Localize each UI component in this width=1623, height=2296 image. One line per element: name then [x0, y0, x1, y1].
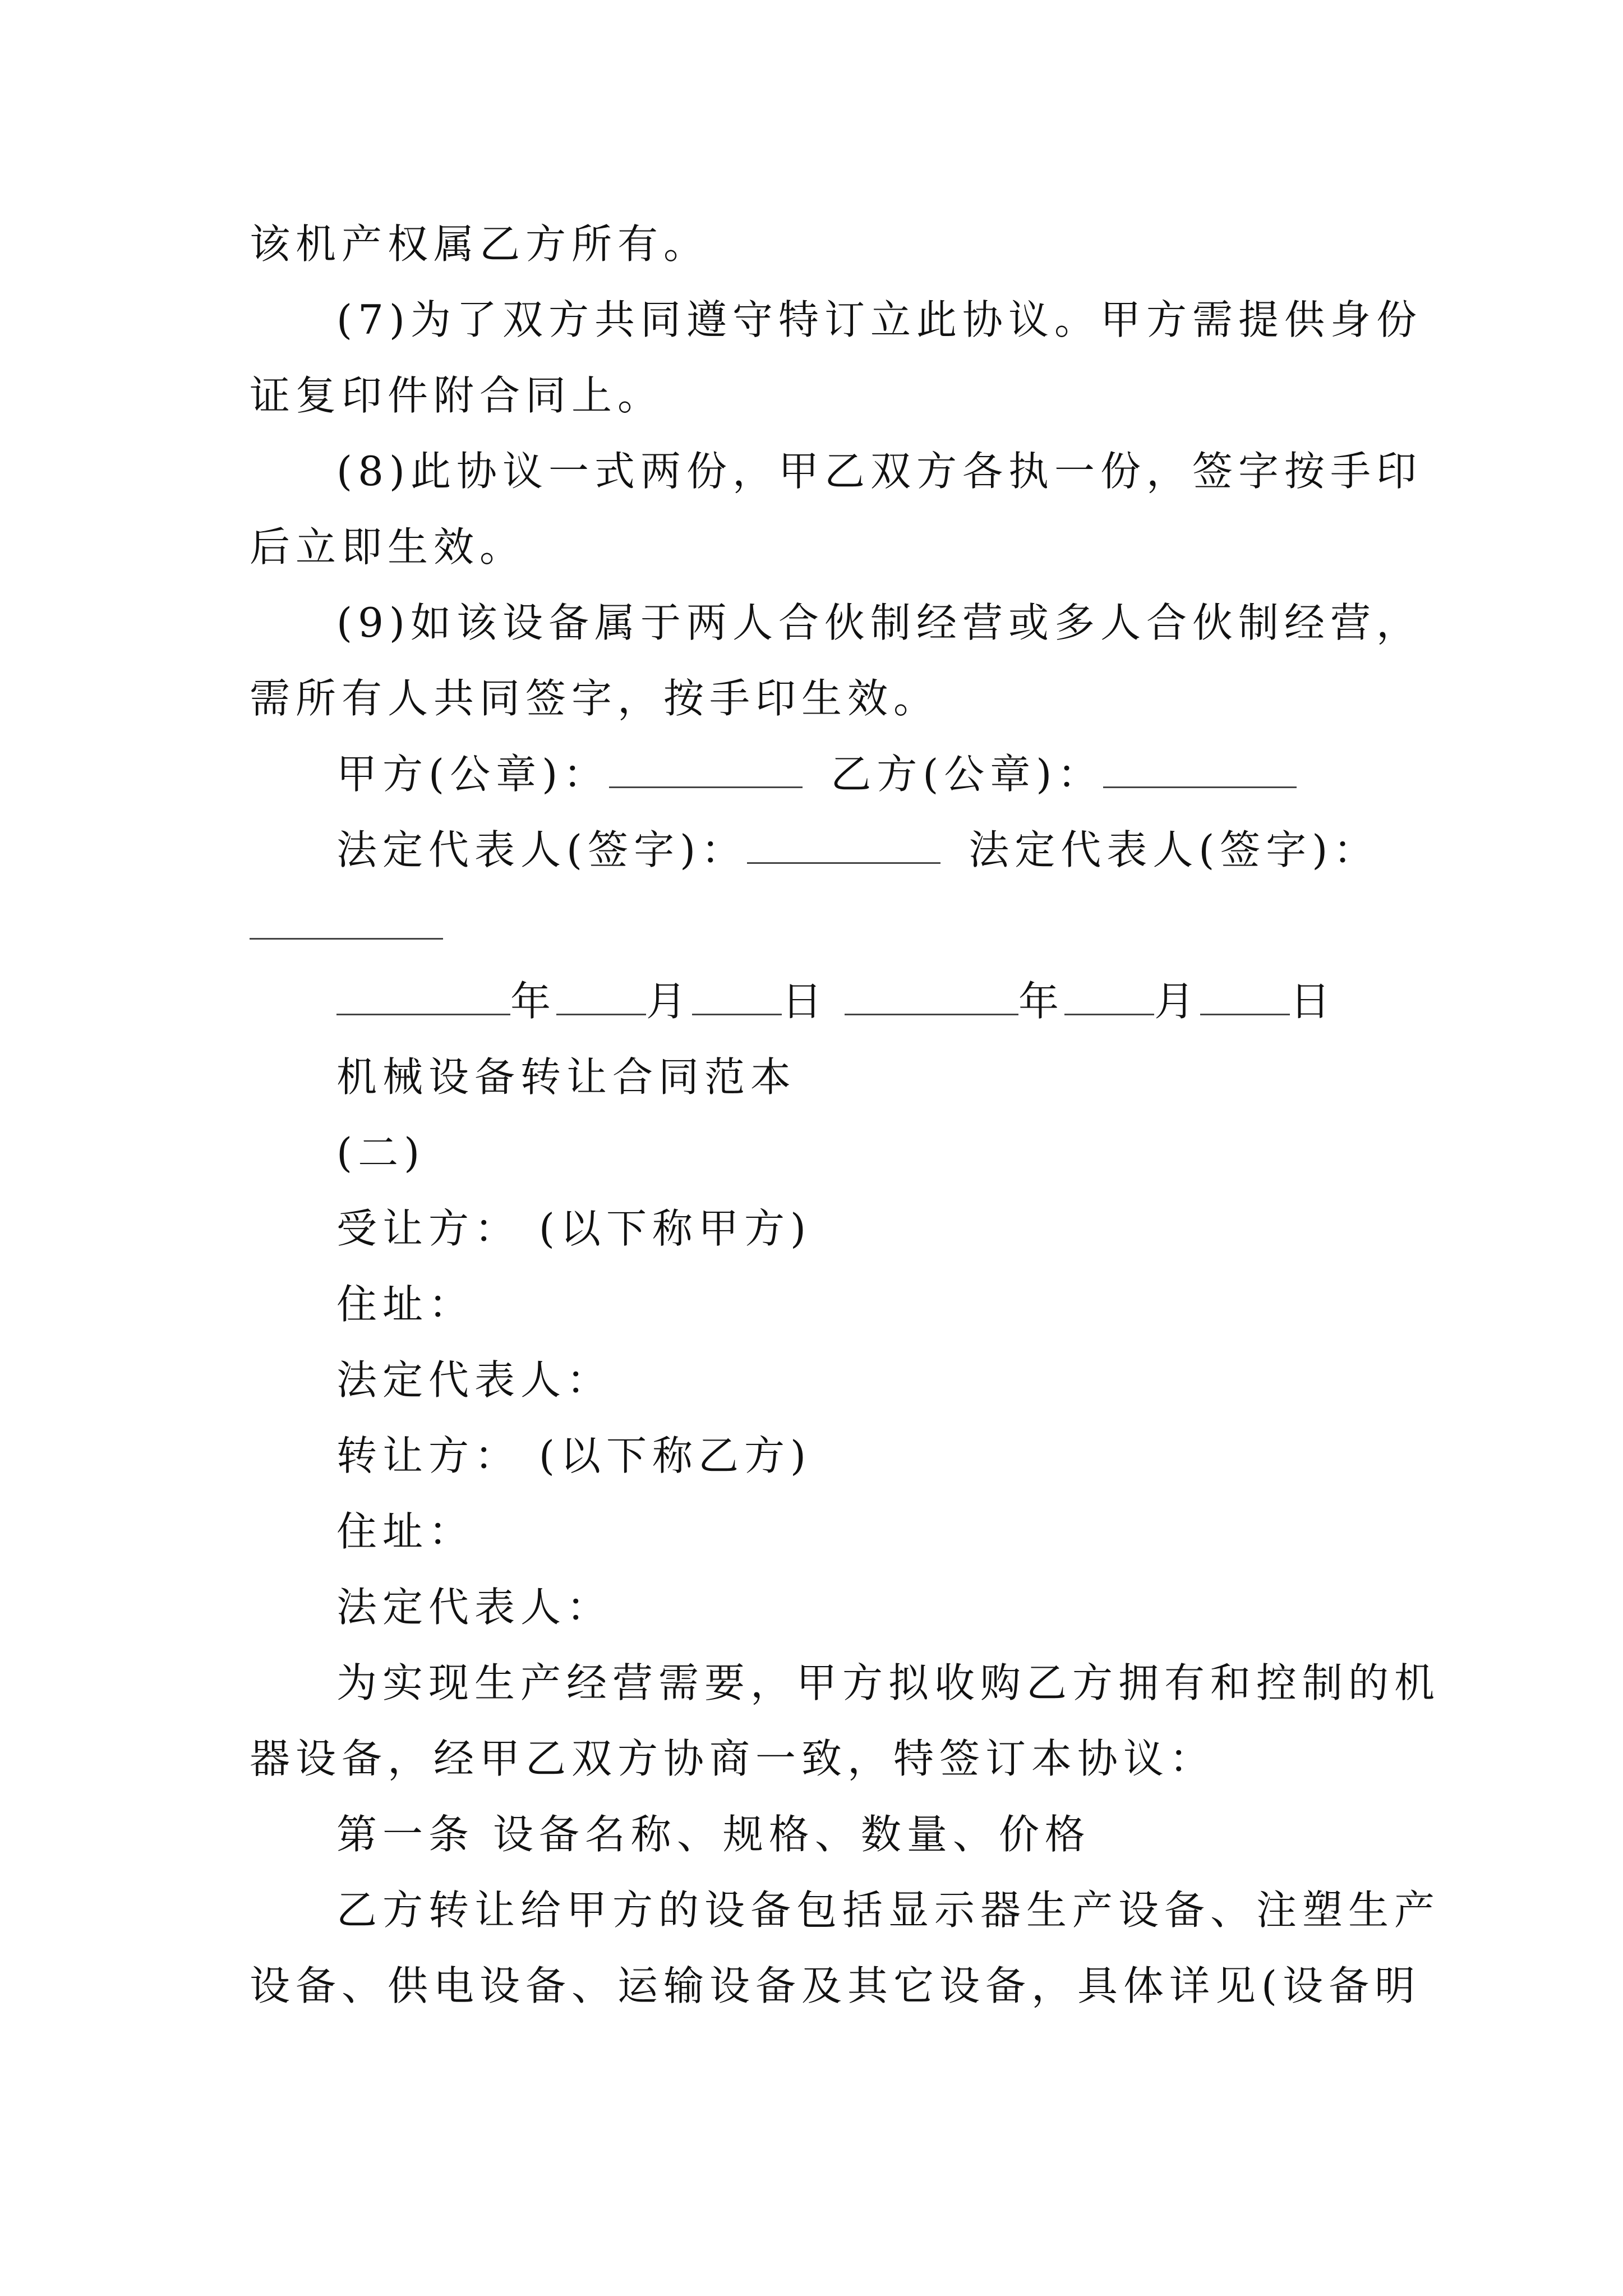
rep-sign-a-blank: [747, 829, 940, 864]
clause-8-line-2: 后立即生效。: [250, 523, 526, 570]
clause-9-line-1: (9)如该设备属于两人合伙制经营或多人合伙制经营，: [336, 599, 1422, 646]
rep-sign-b-continuation: [250, 900, 1377, 951]
day-blank-a: [692, 980, 782, 1015]
party-b-seal-blank: [1103, 753, 1297, 788]
article-1-heading: 第一条 设备名称、规格、数量、价格: [336, 1811, 1091, 1858]
rep-sign-b-blank: [250, 904, 443, 940]
article-1-line-2: 设备、供电设备、运输设备及其它设备，具体详见(设备明: [250, 1962, 1421, 2009]
year-label: 年: [1018, 978, 1065, 1025]
rep-signature-row: [336, 825, 1464, 875]
party-b-seal-label: 乙方(公章)：: [831, 751, 1104, 798]
year-blank-b: [845, 980, 1018, 1015]
transferee-address: 住址：: [336, 1281, 475, 1328]
transferor-address: 住址：: [336, 1508, 475, 1555]
month-label: 月: [646, 978, 693, 1025]
preamble-line-2: 器设备，经甲乙双方协商一致，特签订本协议：: [250, 1735, 1216, 1782]
rep-sign-a-label: 法定代表人(签字)：: [336, 826, 748, 873]
clause-9-line-2: 需所有人共同签字，按手印生效。: [250, 675, 940, 722]
party-a-seal-blank: [609, 753, 803, 788]
day-blank-b: [1200, 980, 1290, 1015]
preamble-line-1: 为实现生产经营需要，甲方拟收购乙方拥有和控制的机: [336, 1659, 1441, 1706]
party-a-seal-label: 甲方(公章)：: [336, 751, 610, 798]
document-title: 机械设备转让合同范本: [336, 1053, 797, 1101]
clause-7-line-1: (7)为了双方共同遵守特订立此协议。甲方需提供身份: [336, 296, 1422, 343]
day-label: 日: [1290, 978, 1336, 1025]
date-row: [336, 976, 1464, 1027]
month-blank-a: [556, 980, 646, 1015]
rep-sign-b-label: 法定代表人(签字)：: [969, 826, 1380, 873]
year-blank-a: [336, 980, 510, 1015]
clause-8-line-1: (8)此协议一式两份，甲乙双方各执一份，签字按手印: [336, 448, 1422, 495]
article-1-line-1: 乙方转让给甲方的设备包括显示器生产设备、注塑生产: [336, 1887, 1441, 1934]
text-line: 该机产权属乙方所有。: [250, 220, 710, 268]
transferor-line: 转让方： (以下称乙方): [336, 1432, 812, 1479]
day-label: 日: [782, 978, 828, 1025]
transferee-line: 受让方： (以下称甲方): [336, 1205, 812, 1252]
part-number: (二): [336, 1129, 426, 1176]
transferor-representative: 法定代表人：: [336, 1584, 613, 1631]
seal-signature-row: [336, 749, 1464, 799]
year-label: 年: [510, 978, 557, 1025]
transferee-representative: 法定代表人：: [336, 1356, 613, 1404]
month-label: 月: [1154, 978, 1201, 1025]
month-blank-b: [1064, 980, 1154, 1015]
clause-7-line-2: 证复印件附合同上。: [250, 372, 664, 419]
